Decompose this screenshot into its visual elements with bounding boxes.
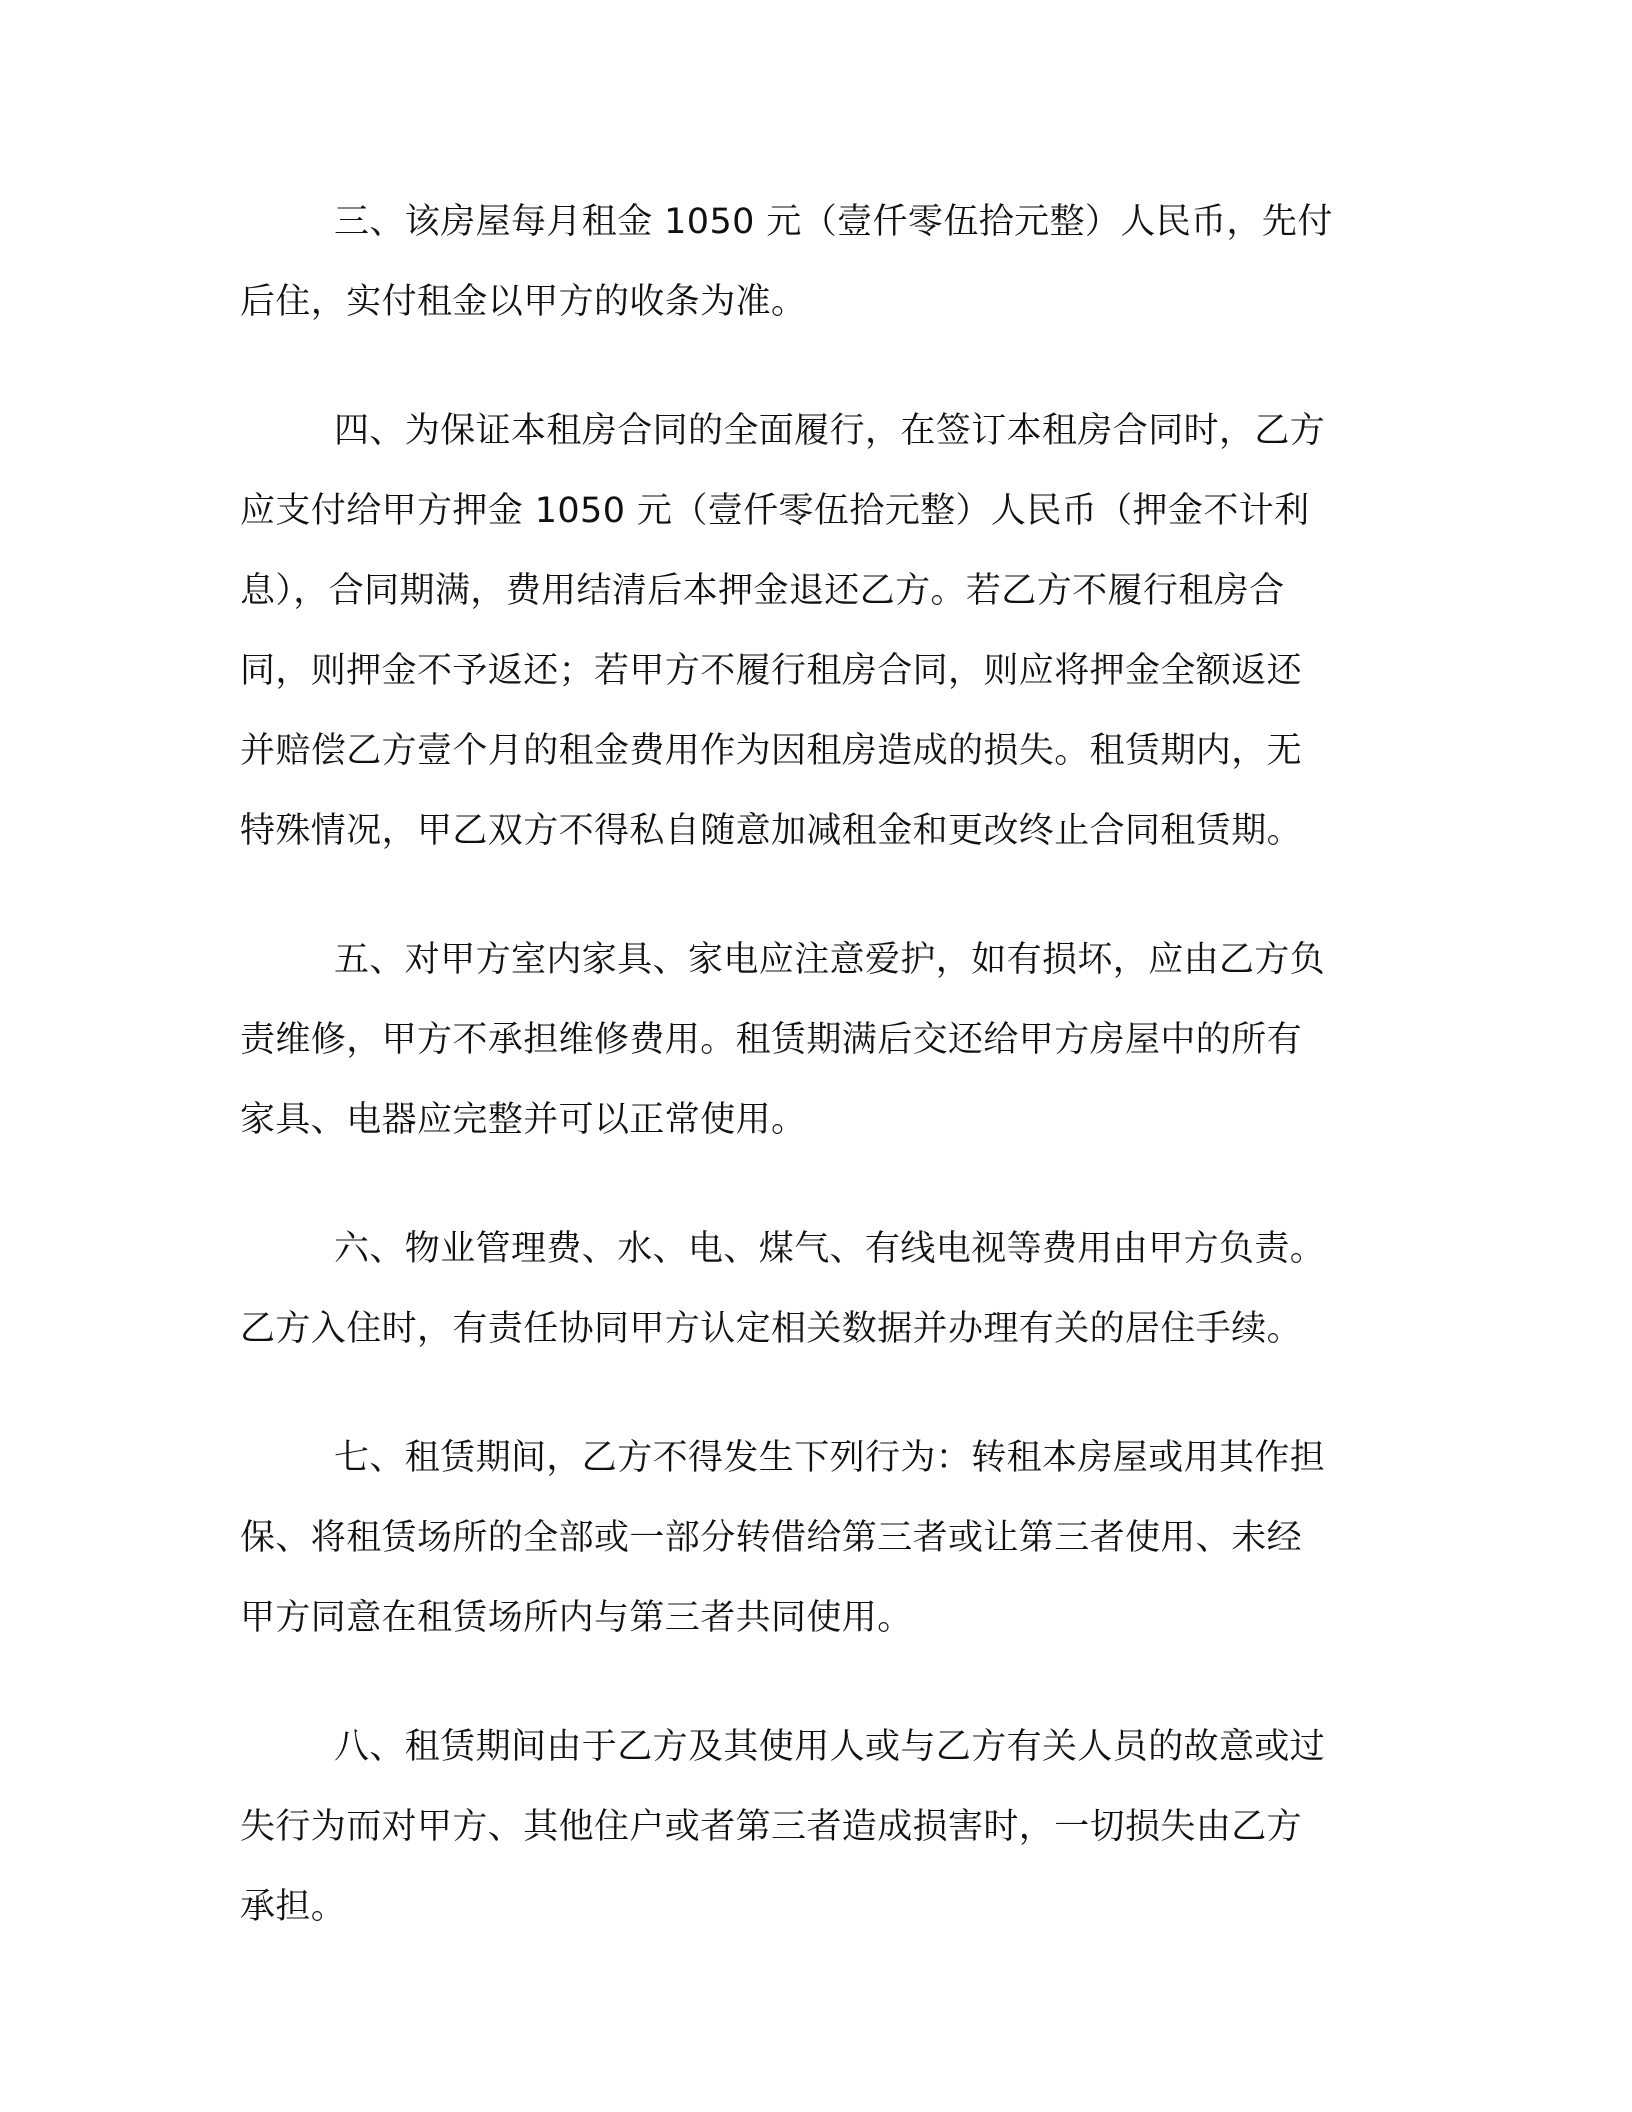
clause-line: 四、为保证本租房合同的全面履行，在签订本租房合同时，乙方 [334,411,1326,451]
clause-line: 三、该房屋每月租金 1050 元（壹仟零伍拾元整）人民币，先付 [334,202,1333,242]
clause-line: 息），合同期满，费用结清后本押金退还乙方。若乙方不履行租房合 [240,571,1285,611]
clause-3-rent [240,182,1388,342]
clause-line: 甲方同意在租赁场所内与第三者共同使用。 [240,1598,913,1638]
clause-line: 应支付给甲方押金 1050 元（壹仟零伍拾元整）人民币（押金不计利 [240,491,1310,531]
clause-line: 保、将租赁场所的全部或一部分转借给第三者或让第三者使用、未经 [240,1518,1303,1558]
clause-line: 承担。 [240,1887,347,1927]
clause-6-utilities [240,1209,1388,1369]
clause-line: 六、物业管理费、水、电、煤气、有线电视等费用由甲方负责。 [334,1229,1326,1269]
clause-line: 乙方入住时，有责任协同甲方认定相关数据并办理有关的居住手续。 [240,1309,1303,1349]
clause-7-prohibitions [240,1418,1388,1658]
clause-4-deposit [240,391,1388,871]
clause-line: 八、租赁期间由于乙方及其使用人或与乙方有关人员的故意或过 [334,1727,1326,1767]
clause-line: 并赔偿乙方壹个月的租金费用作为因租房造成的损失。租赁期内，无 [240,731,1303,771]
clause-5-furniture [240,920,1388,1160]
clause-line: 同，则押金不予返还；若甲方不履行租房合同，则应将押金全额返还 [240,651,1303,691]
clause-line: 特殊情况，甲乙双方不得私自随意加减租金和更改终止合同租赁期。 [240,811,1303,851]
clause-line: 后住，实付租金以甲方的收条为准。 [240,282,807,322]
clause-8-liability [240,1707,1388,1947]
clause-line: 五、对甲方室内家具、家电应注意爱护，如有损坏，应由乙方负 [334,940,1326,980]
clause-line: 七、租赁期间，乙方不得发生下列行为：转租本房屋或用其作担 [334,1438,1326,1478]
clause-line: 责维修，甲方不承担维修费用。租赁期满后交还给甲方房屋中的所有 [240,1020,1303,1060]
clause-line: 家具、电器应完整并可以正常使用。 [240,1100,807,1140]
clause-line: 失行为而对甲方、其他住户或者第三者造成损害时，一切损失由乙方 [240,1807,1303,1847]
contract-body [240,182,1388,1996]
